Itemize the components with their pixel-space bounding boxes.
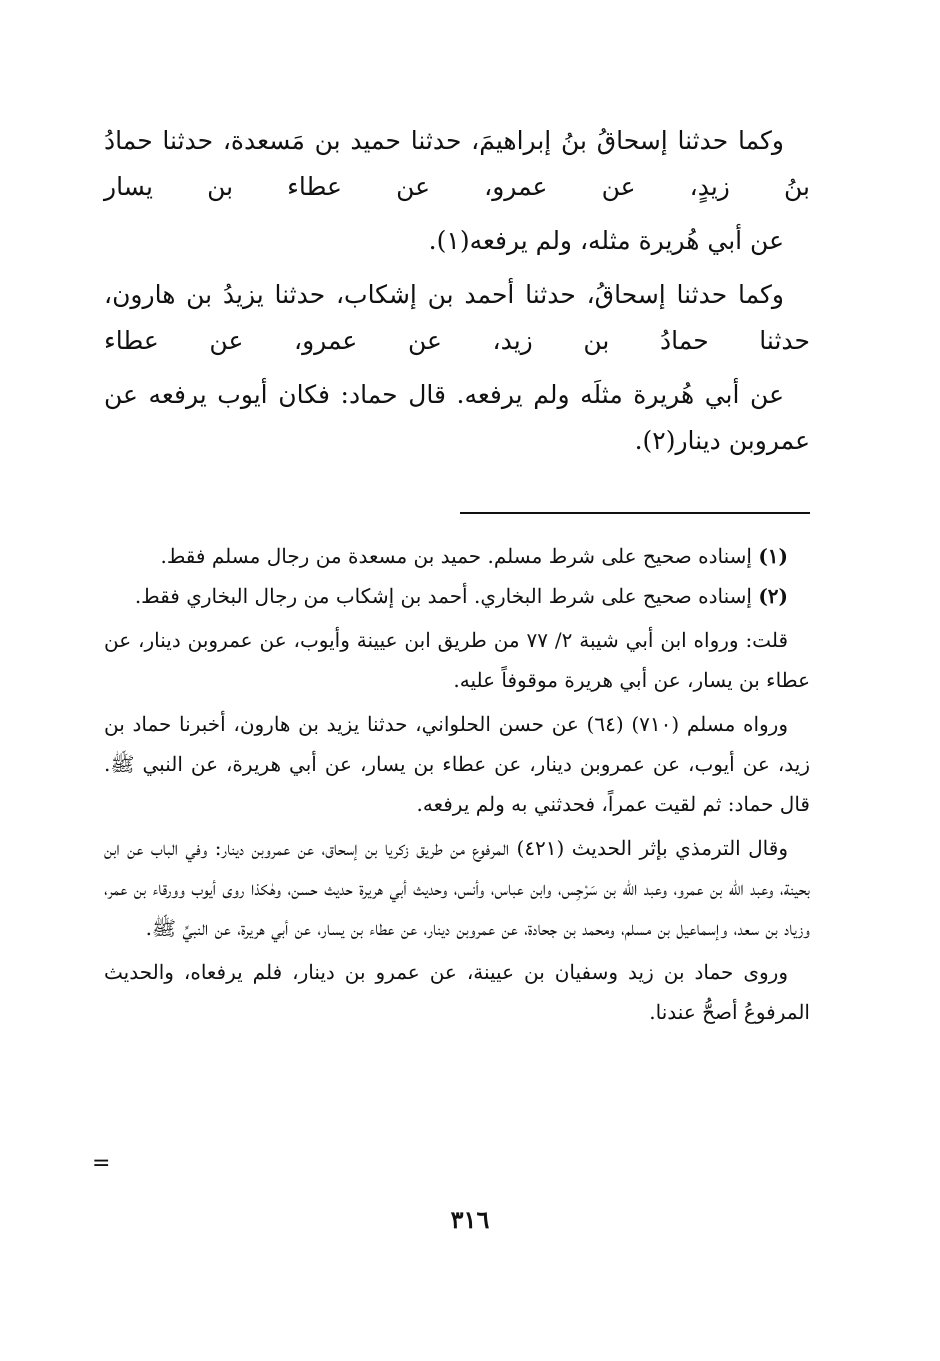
footnote-divider [460, 512, 810, 514]
continuation-mark: = [92, 1151, 111, 1176]
footnote-1-text: إسناده صحيح على شرط مسلم. حميد بن مسعدة من رجال مسلم فقط. [160, 544, 752, 568]
footnote-1-number: (١) [758, 544, 788, 568]
footnotes-section [104, 536, 810, 1032]
commentary-paragraph-4: وروى حماد بن زيد وسفيان بن عيينة، عن عمرو بن دينار، فلم يرفعاه، والحديث المرفوعُ أصحُّ عندنا. [104, 960, 810, 1024]
hadith-text-2: عن أبي هُريرة مثلَه ولم يرفعه. قال حماد: فكان أيوب يرفعه عن عمروبن دينار(٢). [104, 380, 810, 455]
footnote-2-text: إسناده صحيح على شرط البخاري. أحمد بن إشكاب من رجال البخاري فقط. [134, 584, 752, 608]
footnote-2 [104, 576, 810, 616]
footnote-1 [104, 536, 810, 576]
footnote-2-number: (٢) [758, 584, 788, 608]
commentary-paragraph-3: وقال الترمذي بإثر الحديث (٤٢١) المرفوع من طريق زكريا بن إسحاق، عن عمروبن دينار: وفي الباب عن ابن بحينة، وعبد الله بن عمرو، وعبد الله بن سَرْجِس، وابن عباس، وأنس، وحديث أبي هريرة حديث حسن، وهٰكذا روى أيوب وورقاء بن عمر، وزياد بن سعد، وإسماعيل بن مسلم، ومحمد بن جحادة، عن عمروبن دينار، عن عطاء بن يسار، عن أبي هريرة، عن النبيِّ ﷺ. [104, 836, 810, 940]
hadith-chain-2: وكما حدثنا إسحاقُ، حدثنا أحمد بن إشكاب، حدثنا يزيدُ بن هارون، حدثنا حمادُ بن زيد، عن عمرو، عن عطاء [104, 280, 810, 355]
commentary-paragraph-2: ورواه مسلم (٧١٠) (٦٤) عن حسن الحلواني، حدثنا يزيد بن هارون، أخبرنا حماد بن زيد، عن أيوب، عن عمروبن دينار، عن عطاء بن يسار، عن أبي هريرة، عن النبي ﷺ. قال حماد: ثم لقيت عمراً، فحدثني به ولم يرفعه. [104, 712, 810, 816]
hadith-chain-1: وكما حدثنا إسحاقُ بنُ إبراهيمَ، حدثنا حميد بن مَسعدة، حدثنا حمادُ بنُ زيدٍ، عن عمرو، عن عطاء بن يسار [104, 126, 810, 201]
page-number: ٣١٦ [450, 1205, 490, 1234]
commentary-paragraph-1: قلت: ورواه ابن أبي شيبة ٢/ ٧٧ من طريق ابن عيينة وأيوب، عن عمروبن دينار، عن عطاء بن يسار، عن أبي هريرة موقوفاً عليه. [104, 628, 810, 692]
main-text [104, 118, 810, 464]
hadith-text-1: عن أبي هُريرة مثله، ولم يرفعه(١). [428, 226, 784, 255]
